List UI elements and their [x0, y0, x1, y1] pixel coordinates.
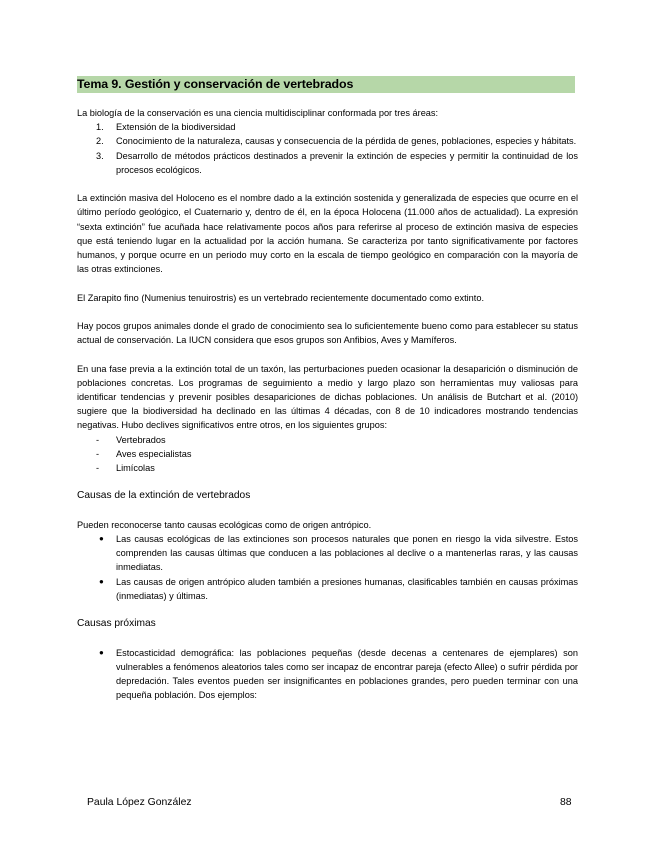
list-item-text: Conocimiento de la naturaleza, causas y consecuencia de la pérdida de genes, poblaciones, especies y hábitats.	[116, 136, 577, 147]
list-item-text: Estocasticidad demográfica: las poblaciones pequeñas (desde decenas a centenares de ejemplares) son vulnerables a fenómenos aleatorios tales como ser incapaz de encontrar pareja (efecto Allee) o sufrir pérdida por depredación. Tales eventos pueden ser insignificantes en poblaciones grandes, pero pueden terminar con una pequeña población. Dos ejemplos:	[116, 647, 578, 701]
list-item	[77, 532, 578, 575]
bullet-marker: ●	[99, 576, 104, 586]
proximas-list	[77, 646, 578, 703]
page-title: Tema 9. Gestión y conservación de vertebrados	[77, 76, 575, 93]
list-item-text: Limícolas	[116, 463, 155, 474]
list-item-text: Las causas ecológicas de las extinciones son procesos naturales que ponen en riesgo la vida silvestre. Estos comprenden las causas últimas que conducen a las poblaciones al declive o a mantenerlas raras, y las causas inmediatas.	[116, 534, 578, 573]
dash-marker: -	[96, 448, 100, 459]
dash-marker: -	[96, 463, 100, 474]
page-number: 88	[560, 797, 572, 808]
intro-paragraph: La biología de la conservación es una ciencia multidisciplinar conformada por tres áreas:	[77, 108, 439, 118]
list-item	[77, 447, 578, 461]
fase-paragraph: En una fase previa a la extinción total de un taxón, las perturbaciones pueden ocasionar la desaparición o disminución de poblaciones concretas. Los programas de seguimiento a medio y largo plazo son herramientas muy valiosas para identificar tendencias y prevenir posibles desapariciones de dichas poblaciones. Un análisis de Butchart et al. (2010) sugiere que la biodiversidad ha declinado en las últimas 4 décadas, con 8 de 10 indicadores mostrando tendencias negativas. Hubo declives significativos entre otros, en los siguientes grupos:	[77, 363, 578, 431]
list-item-text: Extensión de la biodiversidad	[116, 122, 236, 133]
list-number: 3.	[96, 150, 104, 161]
declive-list	[77, 433, 578, 476]
bullet-marker: ●	[99, 534, 104, 543]
list-item	[77, 461, 578, 475]
list-number: 2.	[96, 136, 104, 147]
list-item-text: Aves especialistas	[116, 448, 192, 459]
causas-paragraph: Pueden reconocerse tanto causas ecológicas como de origen antrópico.	[77, 519, 372, 530]
footer-author: Paula López González	[87, 797, 192, 808]
causas-list	[77, 532, 578, 603]
list-number: 1.	[96, 122, 104, 133]
list-item	[77, 120, 578, 134]
proximas-heading: Causas próximas	[77, 618, 156, 630]
holoceno-paragraph: La extinción masiva del Holoceno es el nombre dado a la extinción sostenida y generalizada de especies que ocurre en el último período geológico, el Cuaternario y, dentro de él, en la época Holocena (11.000 años de actualidad). La expresión “sexta extinción” fue acuñada hace relativamente pocos años para referirse al proceso de extinción masiva de especies que está teniendo lugar en la actualidad por la acción humana. Se caracteriza por tanto significativamente por factores humanos, y porque ocurre en un periodo muy corto en la escala de tiempo geológico en comparación con la mayoría de las otras extinciones.	[77, 193, 578, 275]
bullet-marker: ●	[99, 647, 104, 657]
list-item	[77, 149, 578, 177]
list-item-text: Las causas de origen antrópico aluden también a presiones humanas, clasificables también en causas próximas (inmediatas) y últimas.	[116, 576, 578, 601]
list-item-text: Vertebrados	[116, 434, 166, 445]
list-item	[77, 646, 578, 703]
grupos-paragraph: Hay pocos grupos animales donde el grado de conocimiento sea lo suficientemente bueno como para establecer su status actual de conservación. La IUCN considera que esos grupos son Anfibios, Aves y Mamíferos.	[77, 321, 578, 346]
zarapito-paragraph: El Zarapito fino (Numenius tenuirostris) es un vertebrado recientemente documentado como extinto.	[77, 292, 485, 303]
body-content	[77, 106, 578, 702]
dash-marker: -	[96, 434, 100, 445]
causas-heading: Causas de la extinción de vertebrados	[77, 490, 251, 502]
list-item	[77, 433, 578, 447]
list-item	[77, 134, 578, 148]
list-item	[77, 575, 578, 603]
list-item-text: Desarrollo de métodos prácticos destinados a prevenir la extinción de especies y permitir la continuidad de los procesos ecológicos.	[116, 150, 578, 175]
areas-list	[77, 120, 578, 177]
